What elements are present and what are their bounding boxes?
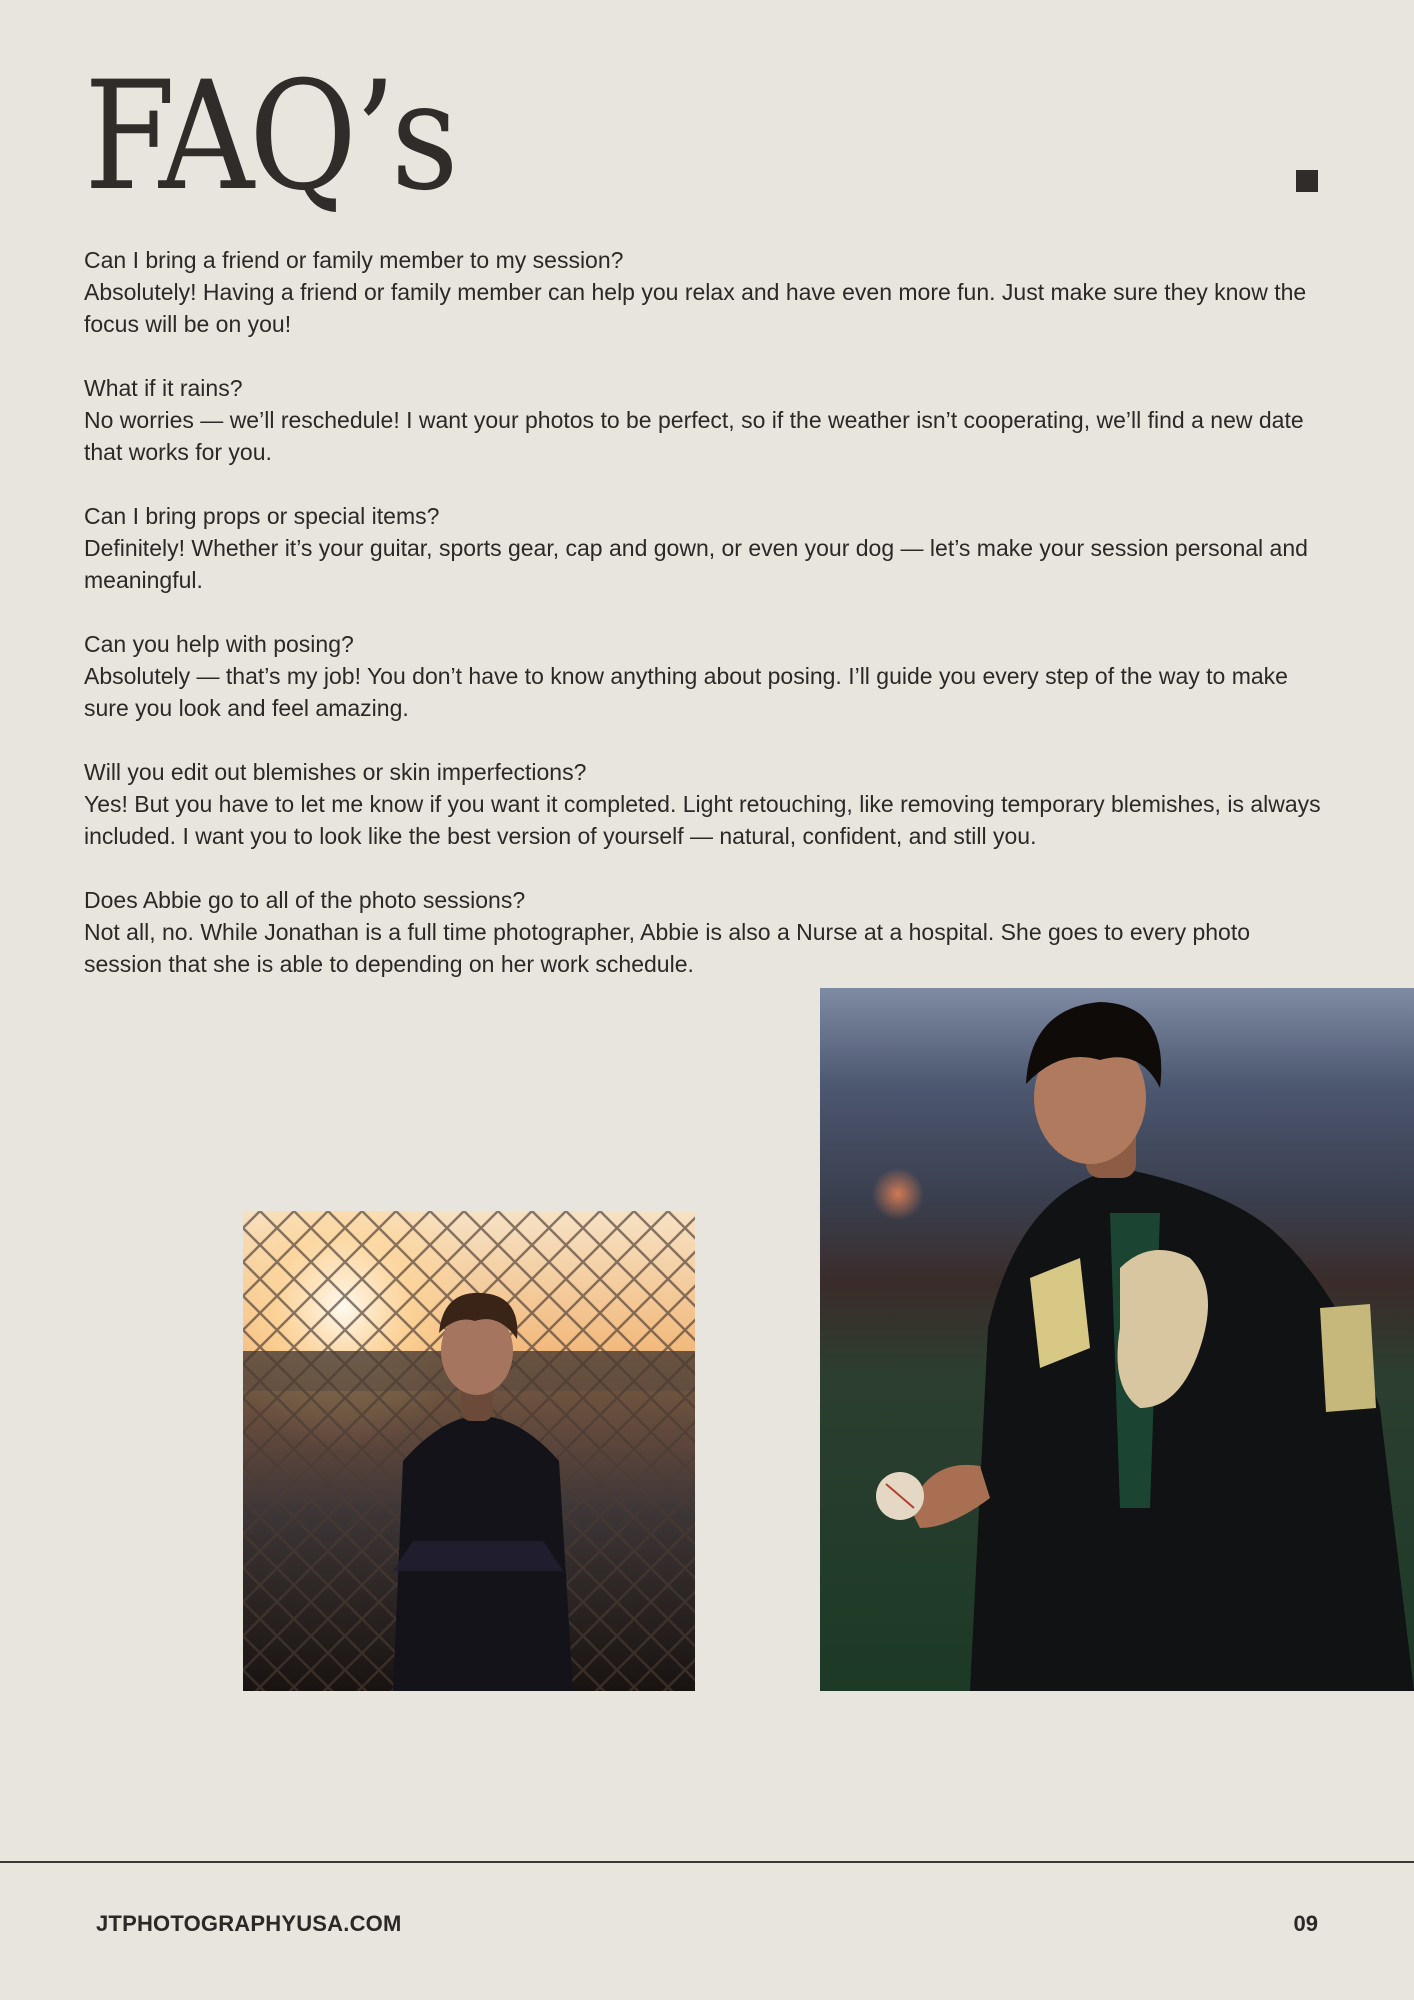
faq-question: Will you edit out blemishes or skin imperfections? bbox=[84, 759, 587, 785]
faq-question: Can I bring props or special items? bbox=[84, 503, 440, 529]
faq-answer: Yes! But you have to let me know if you want it completed. Light retouching, like removing temporary blemishes, is always included. I want you to look like the best version of yourself — natural, confident, and still you. bbox=[84, 791, 1321, 849]
page-title: FAQ’s bbox=[84, 50, 454, 224]
senior-portrait-baseball-photo bbox=[820, 988, 1414, 1691]
faq-item bbox=[84, 500, 1334, 596]
faq-item bbox=[84, 884, 1334, 980]
page-number: 09 bbox=[1293, 1911, 1318, 1936]
faq-item bbox=[84, 372, 1334, 468]
decorative-square bbox=[1296, 170, 1318, 192]
faq-answer: Definitely! Whether it’s your guitar, sports gear, cap and gown, or even your dog — let’s make your session personal and meaningful. bbox=[84, 535, 1308, 593]
faq-answer: Not all, no. While Jonathan is a full time photographer, Abbie is also a Nurse at a hospital. She goes to every photo session that she is able to depending on her work schedule. bbox=[84, 919, 1251, 977]
footer-website: JTPHOTOGRAPHYUSA.COM bbox=[96, 1911, 402, 1936]
faq-question: What if it rains? bbox=[84, 375, 243, 401]
faq-question: Can you help with posing? bbox=[84, 631, 354, 657]
faq-question: Can I bring a friend or family member to my session? bbox=[84, 247, 624, 273]
faq-item bbox=[84, 756, 1334, 852]
faq-question: Does Abbie go to all of the photo sessions? bbox=[84, 887, 526, 913]
faq-answer: No worries — we’ll reschedule! I want your photos to be perfect, so if the weather isn’t cooperating, we’ll find a new date that works for you. bbox=[84, 407, 1304, 465]
faq-item bbox=[84, 628, 1334, 724]
faq-list bbox=[84, 244, 1334, 1012]
senior-portrait-fence-photo bbox=[243, 1211, 695, 1691]
faq-answer: Absolutely — that’s my job! You don’t have to know anything about posing. I’ll guide you every step of the way to make sure you look and feel amazing. bbox=[84, 663, 1288, 721]
footer-divider bbox=[0, 1861, 1414, 1863]
faq-answer: Absolutely! Having a friend or family member can help you relax and have even more fun. Just make sure they know the focus will be on you! bbox=[84, 279, 1307, 337]
faq-item bbox=[84, 244, 1334, 340]
